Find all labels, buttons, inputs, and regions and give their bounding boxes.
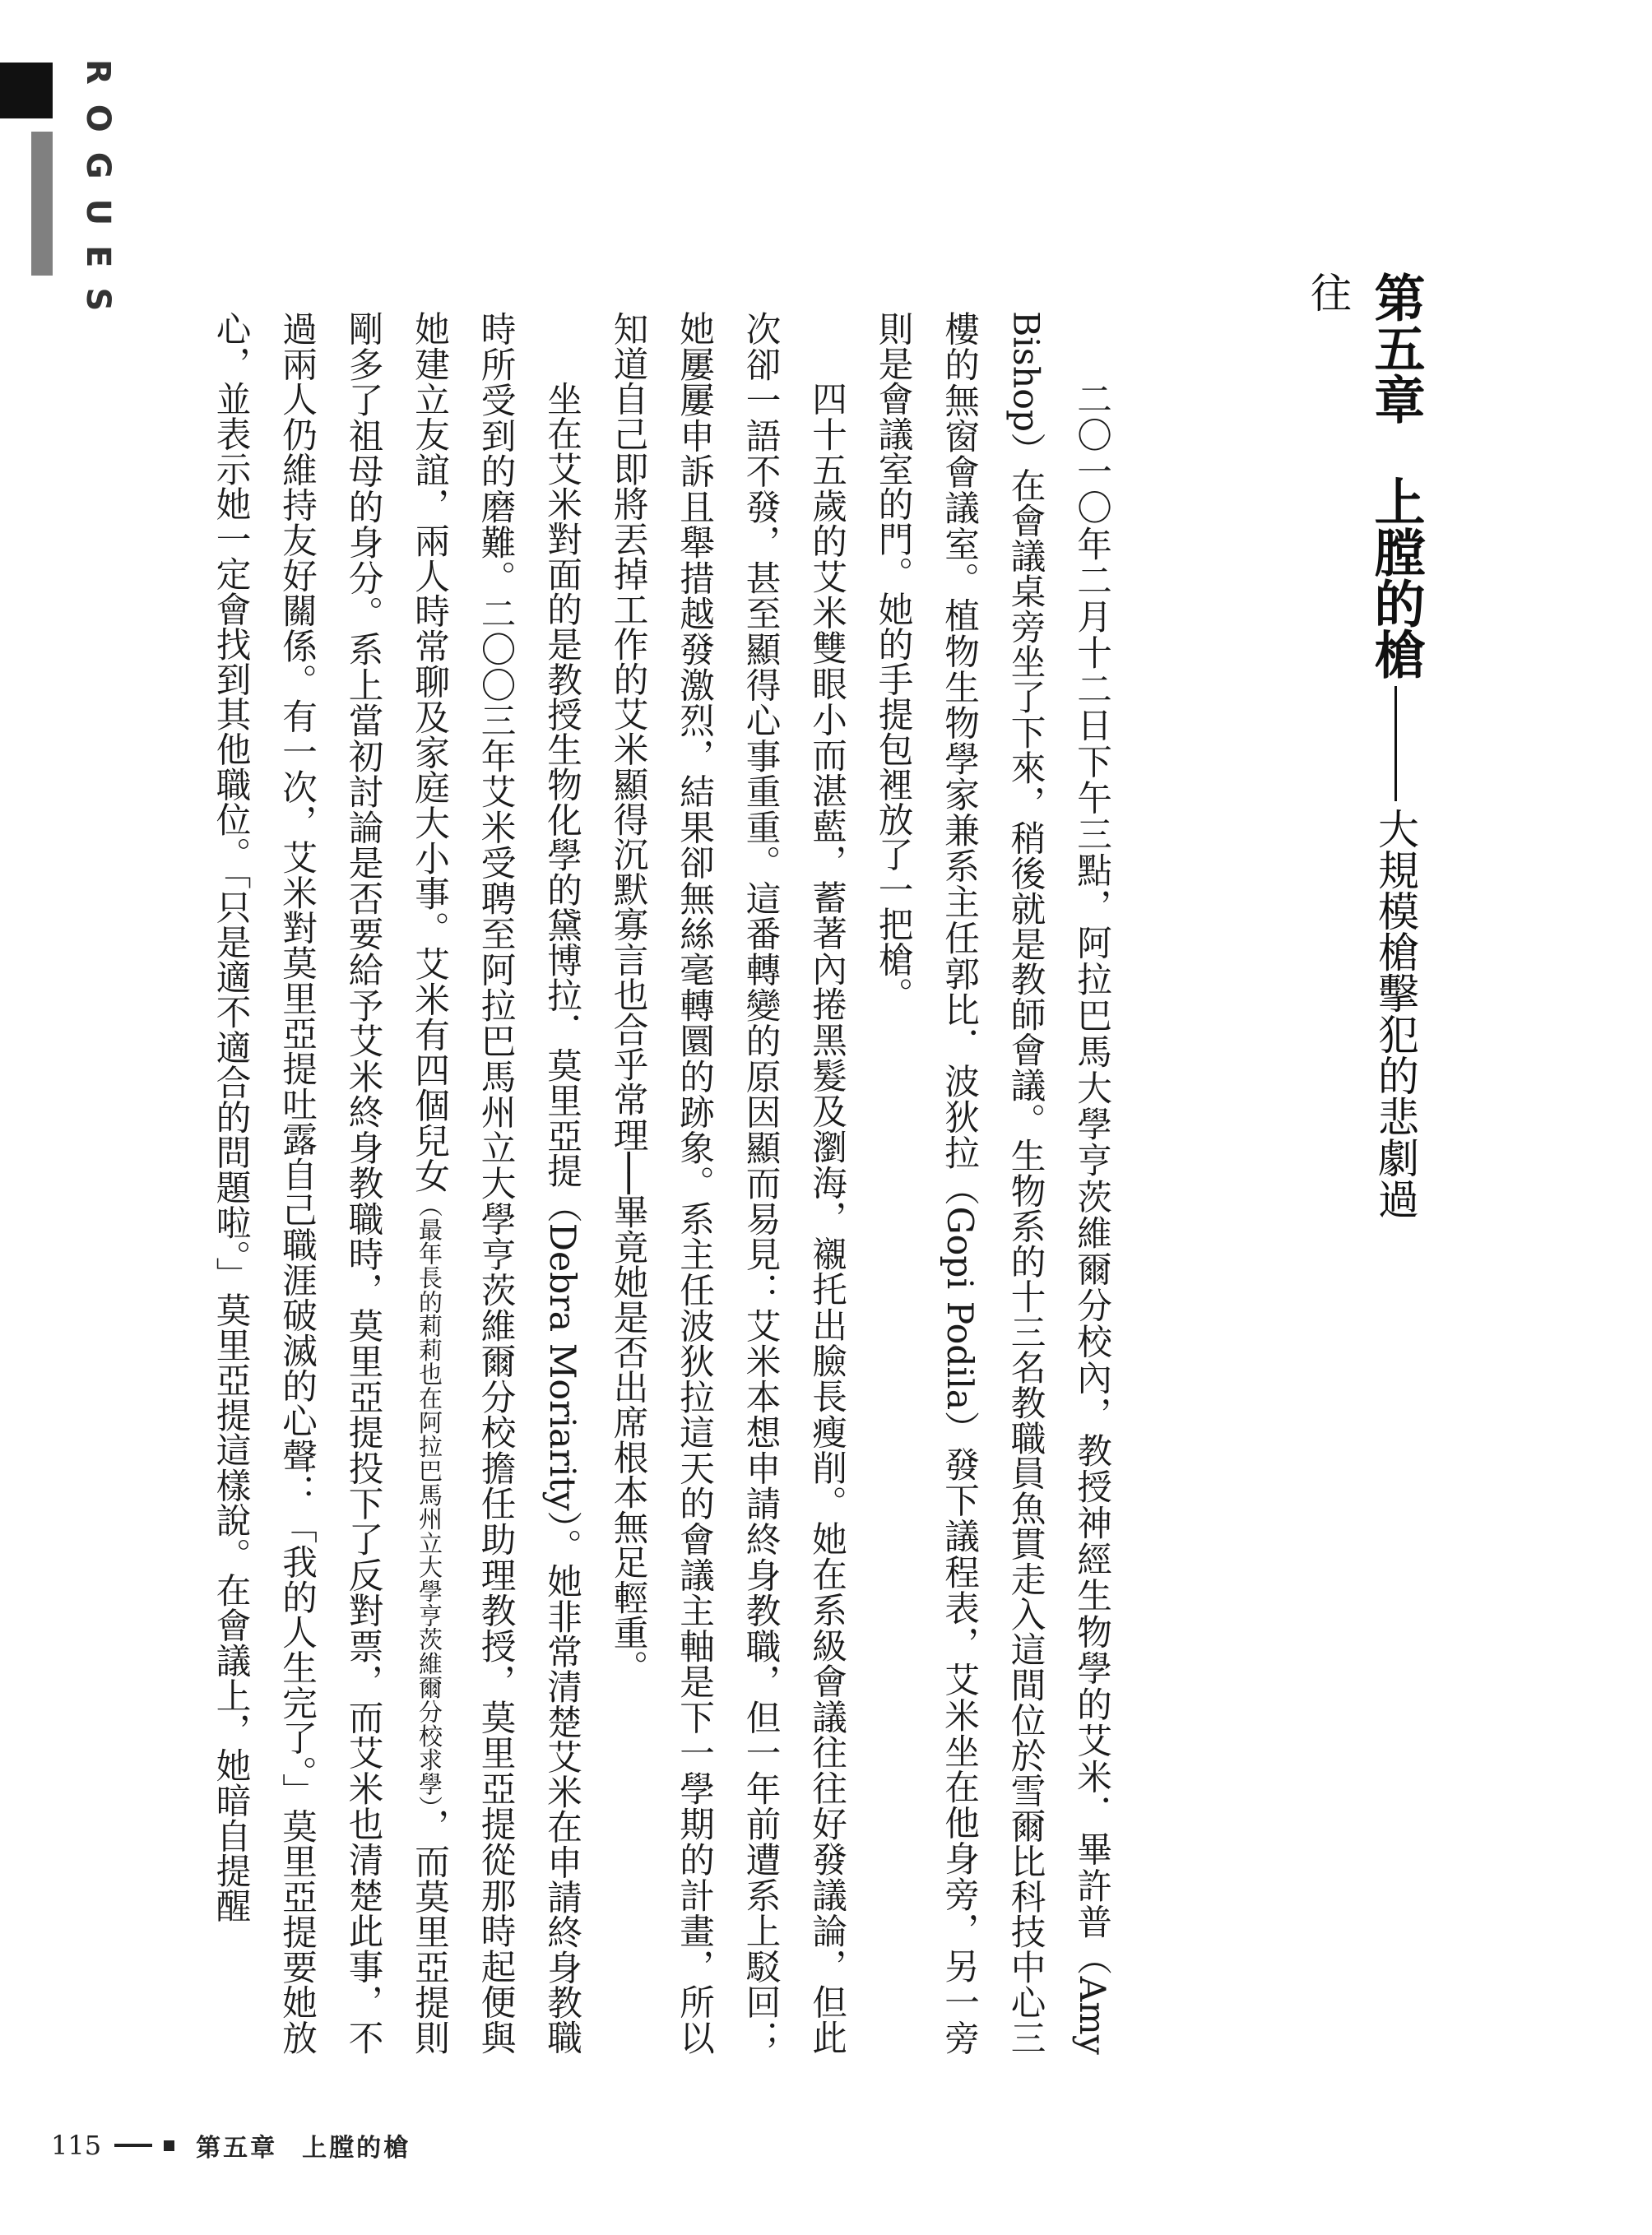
chapter-heading xyxy=(1304,271,1429,1242)
series-brand: ROGUES xyxy=(79,59,117,332)
paragraph-text: ，而莫里亞提則剛多了祖母的身分。系上當初討論是否要給予艾米終身教職時，莫里亞提投下了反對票，而艾米也清楚此事，不過兩人仍維持友好關係。有一次，艾米對莫里亞提吐露自己職涯破滅的心聲：「我的人生完了。」莫里亞提要她放心，並表示她一定會找到其他職位。「只是適不適合的問題啦。」莫里亞提這樣說。在會議上，她暗自提醒 xyxy=(210,311,450,2056)
paragraph xyxy=(197,311,595,2055)
chapter-title: 上膛的槍 xyxy=(1366,475,1426,679)
footer-square xyxy=(164,2140,174,2151)
chapter-label: 第五章 xyxy=(1366,271,1426,424)
chapter-subtitle: 大規模槍擊犯的悲劇過往 xyxy=(1304,271,1419,1219)
side-gray-bar xyxy=(31,132,53,276)
paragraph-note: （最年長的莉莉也在阿拉巴馬州立大學亨茨維爾分校求學） xyxy=(415,1193,443,1808)
heading-dash xyxy=(1385,686,1406,801)
paragraph xyxy=(595,311,860,2055)
corner-black-block xyxy=(0,63,53,118)
paragraph-text: 坐在艾米對面的是教授生物化學的黛博拉．莫里亞提（Debra Moriarity）。她非常清楚艾米在申請終身教職時所受到的磨難。二〇〇三年艾米受聘至阿拉巴馬州立大學亨茨維爾分校擔任助理教授，莫里亞提從那時起便與她建立友誼，兩人時常聊及家庭大小事。艾米有四個兒女 xyxy=(409,311,582,2055)
body-text xyxy=(197,311,1125,2055)
footer-chapter-label: 第五章 xyxy=(196,2134,278,2163)
footer-chapter-title: 上膛的槍 xyxy=(302,2134,411,2163)
footer-rule xyxy=(114,2144,152,2147)
paragraph-text: 四十五歲的艾米雙眼小而湛藍，蓄著內捲黑髮及瀏海，襯托出臉長瘦削。她在系級會議往往好發議論，但此次卻一語不發，甚至顯得心事重重。這番轉變的原因顯而易見：艾米本想申請終身教職，但一年前遭系上駁回；她屢屢申訴且舉措越發激烈，結果卻無絲毫轉圜的跡象。系主任波狄拉這天的會議主軸是下一學期的計畫，所以知道自己即將丟掉工作的艾米顯得沉默寡言也合乎常理──畢竟她是否出席根本無足輕重。 xyxy=(607,311,847,2055)
paragraph xyxy=(860,311,1125,2055)
page-footer xyxy=(51,2125,411,2166)
paragraph-text: 二〇一〇年二月十二日下午三點，阿拉巴馬大學亨茨維爾分校內，教授神經生物學的艾米．畢許普（Amy Bishop）在會議桌旁坐了下來，稍後就是教師會議。生物系的十三名教職員魚貫走入這間位於雪爾比科技中心三樓的無窗會議室。植物生物學家兼系主任郭比．波狄拉（Gopi Podila）發下議程表，艾米坐在他身旁，另一旁則是會議室的門。她的手提包裡放了一把槍。 xyxy=(872,311,1112,2055)
page-number: 115 xyxy=(51,2130,102,2161)
